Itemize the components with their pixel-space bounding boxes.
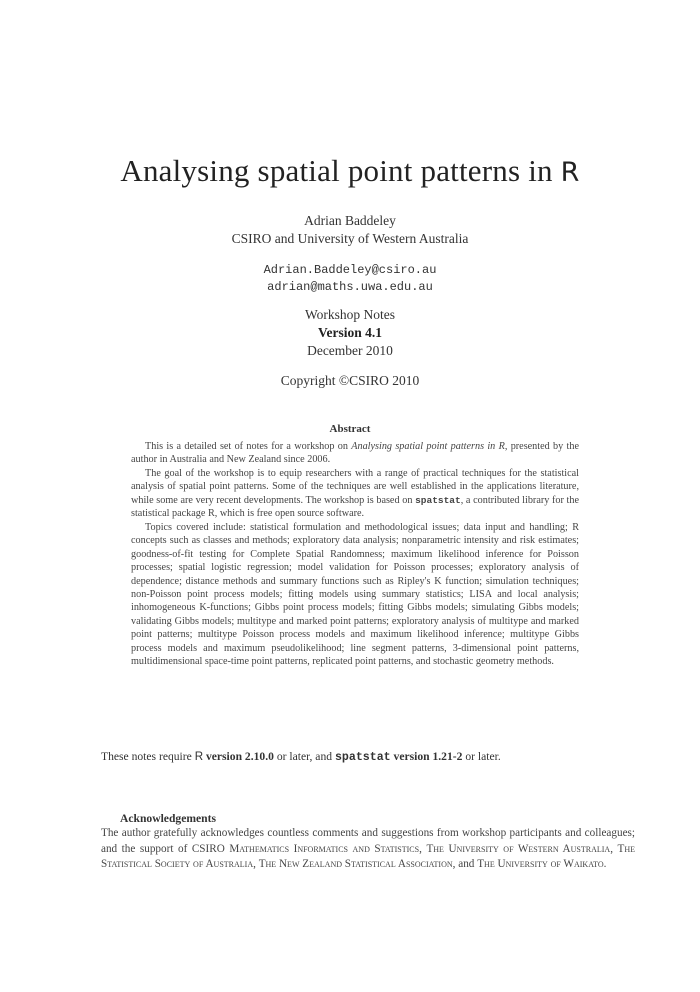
- abstract-paragraph: [131, 440, 579, 467]
- text: ,: [610, 842, 618, 855]
- email-link[interactable]: adrian@maths.uwa.edu.au: [267, 280, 433, 294]
- text: .: [603, 858, 607, 871]
- r-version: version 2.10.0: [203, 750, 274, 763]
- organization: The New Zealand Statistical Association: [258, 858, 453, 871]
- text: or later.: [462, 750, 501, 763]
- requirements-line: [101, 750, 501, 764]
- text: ,: [419, 842, 427, 855]
- text: These notes require: [101, 750, 195, 763]
- abstract-paragraph: Topics covered include: statistical formulation and methodological issues; data input and handling; R concepts such as classes and methods; exploratory data analysis; nonparametric intensity and risk estimates; goodness-of-fit testing for Complete Spatial Randomness; maximum likelihood inference for Poisson processes; spatial logistic regression; model validation for Poisson processes; exploratory analysis of dependence; distance methods and summary functions such as Ripley's K function; simulation techniques; non-Poisson point process models; fitting models using summary statistics; LISA and local analysis; inhomogeneous K-functions; Gibbs point process models; fitting Gibbs models; simulating Gibbs models; validating Gibbs models; multitype and marked point patterns; exploratory analysis of multitype and marked point patterns; multitype Poisson process models and maximum likelihood inference; multitype Gibbs process models and maximum pseudolikelihood; line segment patterns, 3-dimensional point patterns, multidimensional space-time point patterns, replicated point patterns, and stochastic geometry methods.: [131, 521, 579, 668]
- acknowledgements-body: [101, 826, 635, 873]
- organization: Mathematics Informatics and Statistics: [229, 842, 420, 855]
- text: The author gratefully acknowledges countless comments and suggestions from workshop participants and colleagues; and the support of CSIRO: [101, 827, 635, 855]
- text: , and: [452, 858, 478, 871]
- abstract-paragraph: [131, 467, 579, 521]
- edition-version: Version 4.1: [317, 325, 382, 340]
- copyright: Copyright ©CSIRO 2010: [280, 373, 420, 388]
- edition-date: December 2010: [307, 343, 393, 358]
- text: ,: [253, 858, 259, 871]
- author-name: Adrian Baddeley: [304, 213, 396, 228]
- edition-block: [0, 306, 700, 360]
- package-name: spatstat: [334, 751, 391, 764]
- organization: The Statistical Society of Australia: [101, 842, 636, 871]
- text: , a contributed library for the statistical package R, which is free open source software.: [131, 494, 580, 520]
- abstract-body: [131, 440, 579, 669]
- author-block: [0, 212, 700, 248]
- text: or later, and: [273, 750, 335, 763]
- package-name: spatstat: [415, 494, 461, 506]
- email-link[interactable]: Adrian.Baddeley@csiro.au: [263, 263, 437, 277]
- organization: The University of Western Australia: [426, 842, 611, 855]
- title-r: R: [560, 157, 580, 188]
- emphasis: Analysing spatial point patterns in R: [351, 441, 505, 452]
- text: This is a detailed set of notes for a workshop on: [145, 441, 352, 452]
- package-version: version 1.21-2: [390, 750, 463, 763]
- abstract-heading: Abstract: [329, 423, 371, 435]
- edition-label: Workshop Notes: [304, 307, 396, 322]
- acknowledgements-heading: Acknowledgements: [120, 812, 216, 825]
- document-title: [0, 153, 700, 189]
- text: , presented by the author in Australia and New Zealand since 2006.: [131, 441, 579, 466]
- author-affiliation: CSIRO and University of Western Australia: [231, 231, 469, 246]
- text: The goal of the workshop is to equip researchers with a range of practical techniques for the statistical analysis of spatial point patterns. Some of the techniques are well established in the applications literature, while some are very recent developments. The workshop is based on: [131, 467, 579, 506]
- email-block: [0, 262, 700, 296]
- title-text: Analysing spatial point patterns in: [120, 153, 561, 188]
- r-name: R: [194, 750, 204, 763]
- organization: The University of Waikato: [477, 858, 604, 871]
